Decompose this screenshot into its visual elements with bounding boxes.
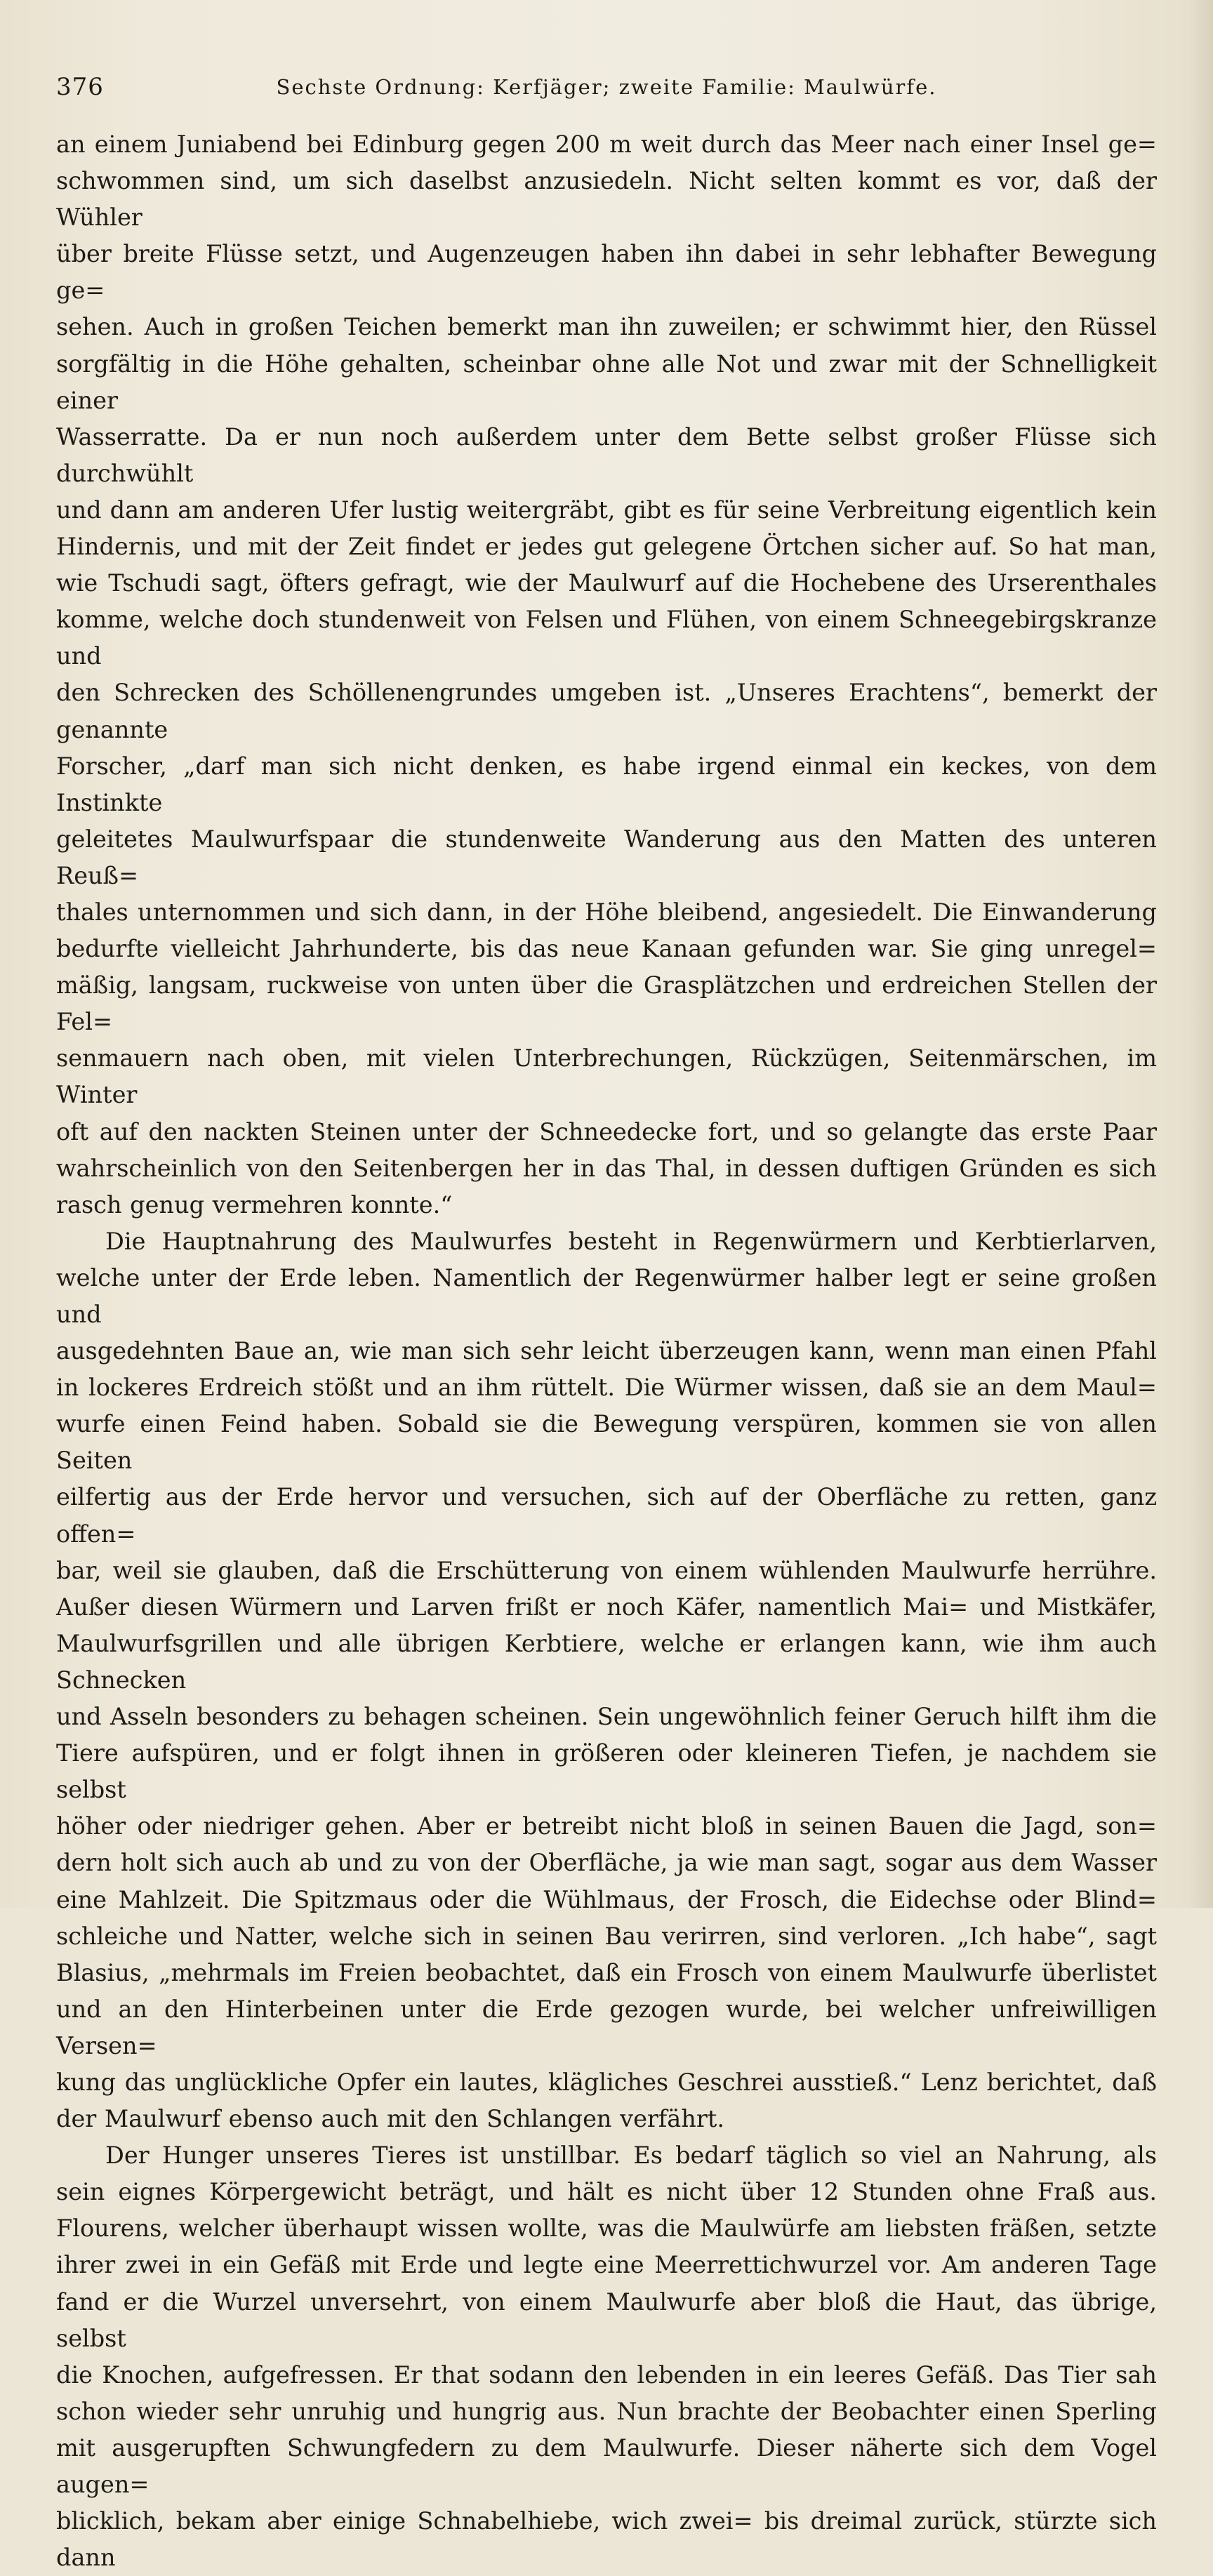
text-line: und dann am anderen Ufer lustig weitergräbt, gibt es für seine Verbreitung eigentlich kein — [56, 496, 1157, 524]
text-line: oft auf den nackten Steinen unter der Schneedecke fort, und so gelangte das erste Paar — [56, 1117, 1157, 1146]
text-line: sehen. Auch in großen Teichen bemerkt man ihn zuweilen; er schwimmt hier, den Rüssel — [56, 313, 1157, 341]
text-line: ausgedehnten Baue an, wie man sich sehr leicht überzeugen kann, wenn man einen Pfahl — [56, 1337, 1157, 1365]
running-title: Sechste Ordnung: Kerfjäger; zweite Familie: Maulwürfe. — [276, 75, 937, 99]
text-line: Blasius, „mehrmals im Freien beobachtet, daß ein Frosch von einem Maulwurfe überlistet — [56, 1958, 1157, 1986]
text-line: schon wieder sehr unruhig und hungrig aus. Nun brachte der Beobachter einen Sperling — [56, 2397, 1157, 2425]
paragraph-start-line: Der Hunger unseres Tieres ist unstillbar. Es bedarf täglich so viel an Nahrung, als — [105, 2142, 1157, 2170]
text-line: sein eignes Körpergewicht beträgt, und hält es nicht über 12 Stunden ohne Fraß aus. — [56, 2178, 1157, 2206]
text-line: in lockeres Erdreich stößt und an ihm rüttelt. Die Würmer wissen, daß sie an dem Maul= — [56, 1374, 1157, 1402]
paragraph-start-line: Die Hauptnahrung des Maulwurfes besteht in Regenwürmern und Kerbtierlarven, — [105, 1227, 1157, 1255]
text-line: Hindernis, und mit der Zeit findet er jedes gut gelegene Örtchen sicher auf. So hat man, — [56, 533, 1157, 561]
paragraph-end-line: der Maulwurf ebenso auch mit den Schlangen verfährt. — [56, 2105, 724, 2133]
text-line: dern holt sich auch ab und zu von der Oberfläche, ja wie man sagt, sogar aus dem Wasser — [56, 1849, 1157, 1877]
text-line: mit ausgerupften Schwungfedern zu dem Maulwurfe. Dieser näherte sich dem Vogel augen= — [56, 2434, 1157, 2498]
text-line: eilfertig aus der Erde hervor und versuchen, sich auf der Oberfläche zu retten, ganz offen= — [56, 1483, 1157, 1548]
text-line: Tiere aufspüren, und er folgt ihnen in größeren oder kleineren Tiefen, je nachdem sie selbst — [56, 1739, 1157, 1804]
text-line: bar, weil sie glauben, daß die Erschütterung von einem wühlenden Maulwurfe herrühre. — [56, 1556, 1157, 1584]
text-line: eine Mahlzeit. Die Spitzmaus oder die Wühlmaus, der Frosch, die Eidechse oder Blind= — [56, 1885, 1157, 1913]
text-line: und Asseln besonders zu behagen scheinen. Sein ungewöhnlich feiner Geruch hilft ihm die — [56, 1703, 1157, 1731]
text-line: sorgfältig in die Höhe gehalten, scheinbar ohne alle Not und zwar mit der Schnelligkeit einer — [56, 350, 1157, 414]
text-line: ihrer zwei in ein Gefäß mit Erde und legte eine Meerrettichwurzel vor. Am anderen Tage — [56, 2251, 1157, 2279]
page-number: 376 — [56, 73, 104, 101]
text-line: Forscher, „darf man sich nicht denken, es habe irgend einmal ein keckes, von dem Instinkte — [56, 752, 1157, 816]
text-line: schwommen sind, um sich daselbst anzusiedeln. Nicht selten kommt es vor, daß der Wühler — [56, 167, 1157, 232]
text-line: kung das unglückliche Opfer ein lautes, klägliches Geschrei ausstieß.“ Lenz berichtet, daß — [56, 2068, 1157, 2096]
text-line: thales unternommen und sich dann, in der Höhe bleibend, angesiedelt. Die Einwanderung — [56, 898, 1157, 926]
text-line: senmauern nach oben, mit vielen Unterbrechungen, Rückzügen, Seitenmärschen, im Winter — [56, 1044, 1157, 1109]
text-line: höher oder niedriger gehen. Aber er betreibt nicht bloß in seinen Bauen die Jagd, son= — [56, 1812, 1157, 1840]
text-line: geleitetes Maulwurfspaar die stundenweite Wanderung aus den Matten des unteren Reuß= — [56, 825, 1157, 889]
text-line: wurfe einen Feind haben. Sobald sie die Bewegung verspüren, kommen sie von allen Seiten — [56, 1410, 1157, 1475]
text-line: welche unter der Erde leben. Namentlich der Regenwürmer halber legt er seine großen und — [56, 1263, 1157, 1328]
text-line: Außer diesen Würmern und Larven frißt er noch Käfer, namentlich Mai= und Mistkäfer, — [56, 1593, 1157, 1621]
text-line: Wasserratte. Da er nun noch außerdem unter dem Bette selbst großer Flüsse sich durchwühlt — [56, 423, 1157, 487]
text-line: mäßig, langsam, ruckweise von unten über die Grasplätzchen und erdreichen Stellen der Fel= — [56, 971, 1157, 1036]
text-line: an einem Juniabend bei Edinburg gegen 200 m weit durch das Meer nach einer Insel ge= — [56, 131, 1157, 158]
text-line: blicklich, bekam aber einige Schnabelhiebe, wich zwei= bis dreimal zurück, stürzte sich dann — [56, 2507, 1157, 2572]
text-line: und an den Hinterbeinen unter die Erde gezogen wurde, bei welcher unfreiwilligen Versen= — [56, 1995, 1157, 2059]
text-line: bedurfte vielleicht Jahrhunderte, bis das neue Kanaan gefunden war. Sie ging unregel= — [56, 935, 1157, 963]
text-line: Maulwurfsgrillen und alle übrigen Kerbtiere, welche er erlangen kann, wie ihm auch Schnecken — [56, 1629, 1157, 1694]
paragraph-end-line: rasch genug vermehren konnte.“ — [56, 1190, 453, 1219]
text-line: über breite Flüsse setzt, und Augenzeugen haben ihn dabei in sehr lebhafter Bewegung ge= — [56, 240, 1157, 305]
text-line: wie Tschudi sagt, öfters gefragt, wie der Maulwurf auf die Hochebene des Urserenthales — [56, 569, 1157, 597]
text-line: wahrscheinlich von den Seitenbergen her in das Thal, in dessen duftigen Gründen es sich — [56, 1154, 1157, 1182]
text-line: schleiche und Natter, welche sich in seinen Bau verirren, sind verloren. „Ich habe“, sagt — [56, 1922, 1157, 1950]
text-line: die Knochen, aufgefressen. Er that sodann den lebenden in ein leeres Gefäß. Das Tier sah — [56, 2361, 1157, 2389]
text-line: fand er die Wurzel unversehrt, von einem Maulwurfe aber bloß die Haut, das übrige, selbst — [56, 2288, 1157, 2352]
text-line: Flourens, welcher überhaupt wissen wollte, was die Maulwürfe am liebsten fräßen, setzte — [56, 2215, 1157, 2243]
text-line: komme, welche doch stundenweit von Felsen und Flühen, von einem Schneegebirgskranze und — [56, 606, 1157, 670]
body-text — [56, 126, 1157, 2576]
text-line: den Schrecken des Schöllenengrundes umgeben ist. „Unseres Erachtens“, bemerkt der genannte — [56, 679, 1157, 743]
running-head — [56, 67, 1157, 107]
